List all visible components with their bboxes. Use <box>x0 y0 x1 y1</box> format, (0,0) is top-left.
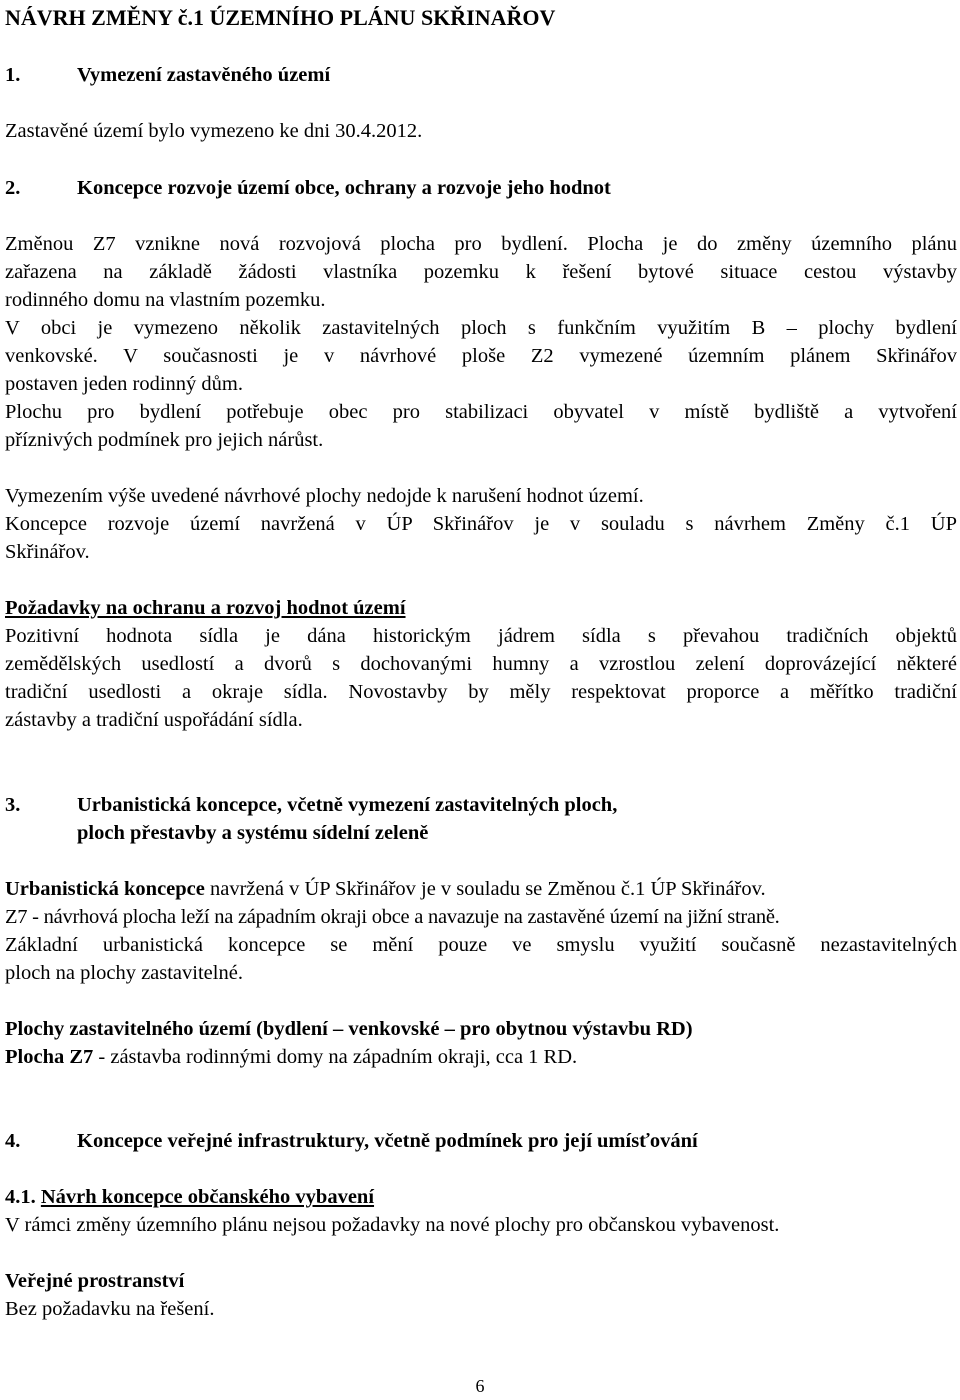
requirements-heading: Požadavky na ochranu a rozvoj hodnot území <box>5 597 406 619</box>
page-number: 6 <box>475 1376 485 1396</box>
section-1-heading: 1. Vymezení zastavěného území <box>5 64 331 86</box>
requirements-line: tradiční usedlosti a okraje sídla. Novostavby by měly respektovat proporce a měřítko tradiční <box>5 681 957 703</box>
plocha-z7-line: Plocha Z7 - zástavba rodinnými domy na západním okraji, cca 1 RD. <box>5 1046 578 1068</box>
section-3-paragraph: Urbanistická koncepce navržená v ÚP Skřinářov je v souladu se Změnou č.1 ÚP Skřinářov. <box>5 878 766 900</box>
section-3-paragraph: Základní urbanistická koncepce se mění pouze ve smyslu využití současně nezastavitelných <box>5 934 957 956</box>
buildable-areas-heading: Plochy zastavitelného území (bydlení – venkovské – pro obytnou výstavbu RD) <box>5 1018 693 1040</box>
section-3-heading: 3. Urbanistická koncepce, včetně vymezení zastavitelných ploch, <box>5 794 618 816</box>
subsection-4-1-text: V rámci změny územního plánu nejsou požadavky na nové plochy pro občanskou vybavenost. <box>5 1214 780 1236</box>
section-3-paragraph: Z7 - návrhová plocha leží na západním okraji obce a navazuje na zastavěné území na jižní straně. <box>5 906 780 928</box>
section-2-paragraph-line: zařazena na základě žádosti vlastníka pozemku k řešení bytové situace cestou výstavby <box>5 261 957 283</box>
section-2-paragraph-line: V obci je vymezeno několik zastavitelných ploch s funkčním využitím B – plochy bydlení <box>5 317 957 339</box>
section-2-paragraph-line: Vymezením výše uvedené návrhové plochy nedojde k narušení hodnot území. <box>5 485 644 507</box>
public-space-text: Bez požadavku na řešení. <box>5 1298 215 1320</box>
section-2-paragraph-line: venkovské. V současnosti je v návrhové ploše Z2 vymezené územním plánem Skřinářov <box>5 345 957 367</box>
section-2-paragraph-line: příznivých podmínek pro jejich nárůst. <box>5 429 324 451</box>
section-2-paragraph-line: Skřinářov. <box>5 541 90 563</box>
requirements-line: zástavby a tradiční uspořádání sídla. <box>5 709 303 731</box>
section-2-paragraph-line: postaven jeden rodinný dům. <box>5 373 243 395</box>
section-2-paragraph-line: Plochu pro bydlení potřebuje obec pro stabilizaci obyvatel v místě bydliště a vytvoření <box>5 401 957 423</box>
document-title: NÁVRH ZMĚNY č.1 ÚZEMNÍHO PLÁNU SKŘINAŘOV <box>5 5 556 30</box>
section-2-paragraph-line: Koncepce rozvoje území navržená v ÚP Skřinářov je v souladu s návrhem Změny č.1 ÚP <box>5 513 957 535</box>
subsection-4-1-heading: 4.1. Návrh koncepce občanského vybavení <box>5 1186 375 1208</box>
section-3-paragraph: ploch na plochy zastavitelné. <box>5 962 243 984</box>
section-2-paragraph-line: rodinného domu na vlastním pozemku. <box>5 289 326 311</box>
section-2-heading: 2. Koncepce rozvoje území obce, ochrany a rozvoje jeho hodnot <box>5 177 611 199</box>
section-4-heading: 4. Koncepce veřejné infrastruktury, včetně podmínek pro její umísťování <box>5 1130 698 1152</box>
public-space-heading: Veřejné prostranství <box>5 1270 185 1292</box>
section-2-paragraph-line: Změnou Z7 vznikne nová rozvojová plocha pro bydlení. Plocha je do změny územního plánu <box>5 233 957 255</box>
requirements-line: zemědělských usedlostí a dvorů s dochovanými humny a vzrostlou zelení doprovázející některé <box>5 653 957 675</box>
section-3-heading-line-2: ploch přestavby a systému sídelní zeleně <box>77 822 429 844</box>
section-1-text: Zastavěné území bylo vymezeno ke dni 30.4.2012. <box>5 120 423 142</box>
requirements-line: Pozitivní hodnota sídla je dána historickým jádrem sídla s převahou tradičních objektů <box>5 625 957 647</box>
